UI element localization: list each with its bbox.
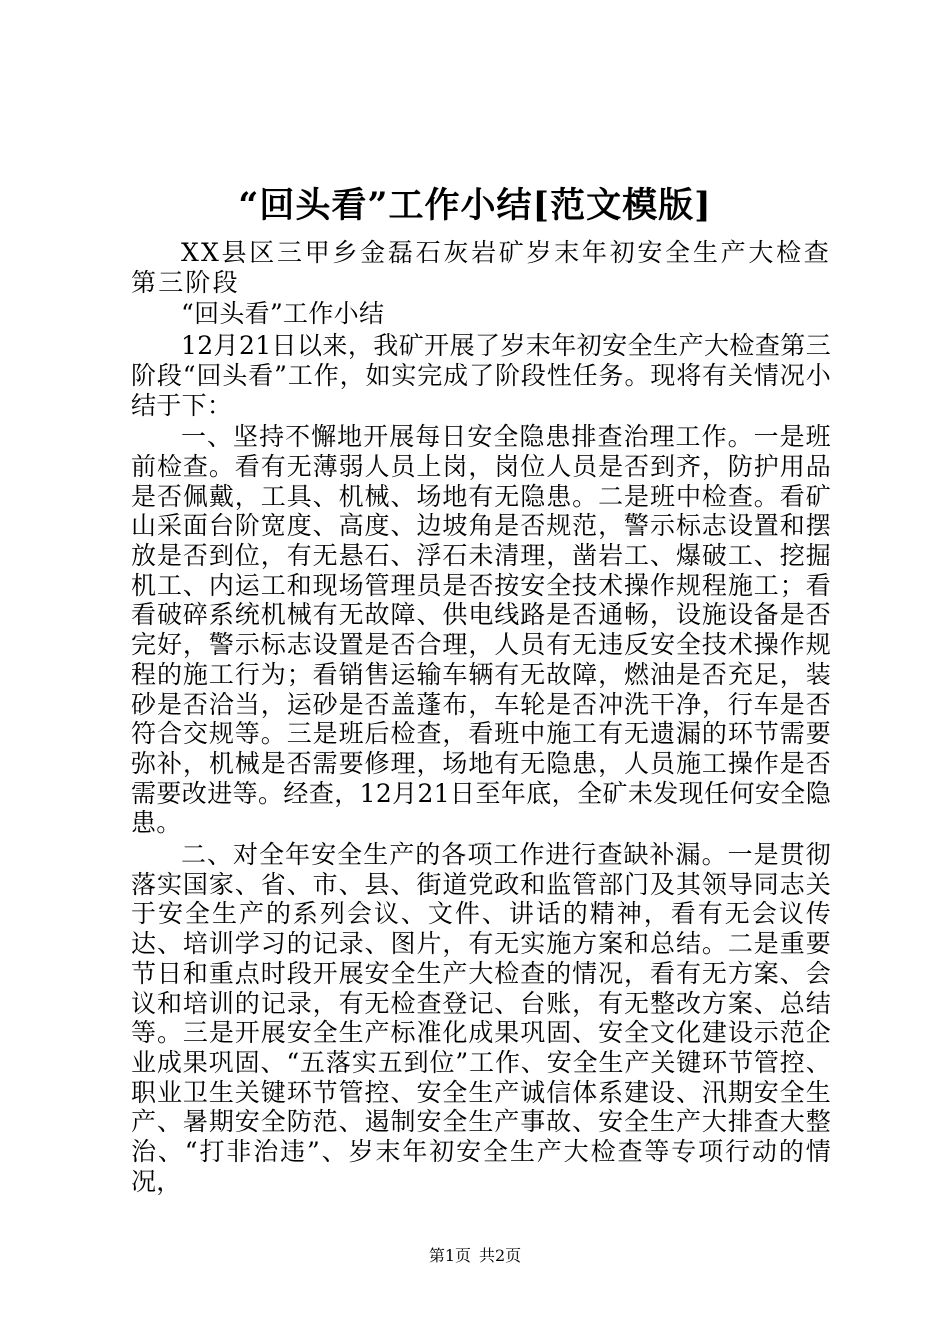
paragraph-section-one: 一、坚持不懈地开展每日安全隐患排查治理工作。一是班前检查。看有无薄弱人员上岗，岗位人员是否到齐，防护用品是否佩戴，工具、机械、场地有无隐患。二是班中检查。看矿山采面台阶宽度、高度、边坡角是否规范，警示标志设置和摆放是否到位，有无悬石、浮石未清理，凿岩工、爆破工、挖掘机工、内运工和现场管理员是否按安全技术操作规程施工；看看破碎系统机械有无故障、供电线路是否通畅，设施设备是否完好，警示标志设置是否合理，人员有无违反安全技术操作规程的施工行为；看销售运输车辆有无故障，燃油是否充足，装砂是否洽当，运砂是否盖蓬布，车轮是否冲洗干净，行车是否符合交规等。三是班后检查，看班中施工有无遗漏的环节需要弥补，机械是否需要修理，场地有无隐患，人员施工操作是否需要改进等。经查，12月21日至年底，全矿未发现任何安全隐患。 [131,422,831,838]
document-title: “回头看”工作小结[范文模版] [238,185,712,226]
document-body [131,238,831,1197]
page-total: 共2页 [479,1246,522,1265]
paragraph-heading-line: XX县区三甲乡金磊石灰岩矿岁末年初安全生产大检查第三阶段 [131,238,831,297]
paragraph-section-two: 二、对全年安全生产的各项工作进行查缺补漏。一是贯彻落实国家、省、市、县、街道党政和监管部门及其领导同志关于安全生产的系列会议、文件、讲话的精神，看有无会议传达、培训学习的记录、图片，有无实施方案和总结。二是重要节日和重点时段开展安全生产大检查的情况，看有无方案、会议和培训的记录，有无检查登记、台账，有无整改方案、总结等。三是开展安全生产标准化成果巩固、安全文化建设示范企业成果巩固、“五落实五到位”工作、安全生产关键环节管控、职业卫生关键环节管控、安全生产诚信体系建设、汛期安全生产、暑期安全防范、遏制安全生产事故、安全生产大排查大整治、“打非治违”、岁末年初安全生产大检查等专项行动的情况， [131,840,831,1196]
paragraph-intro: 12月21日以来，我矿开展了岁末年初安全生产大检查第三阶段“回头看”工作，如实完成了阶段性任务。现将有关情况小结于下： [131,331,831,420]
page-number: 第1页 [428,1246,471,1265]
page-footer [0,1245,950,1267]
paragraph-subtitle-line: “回头看”工作小结 [181,299,385,329]
